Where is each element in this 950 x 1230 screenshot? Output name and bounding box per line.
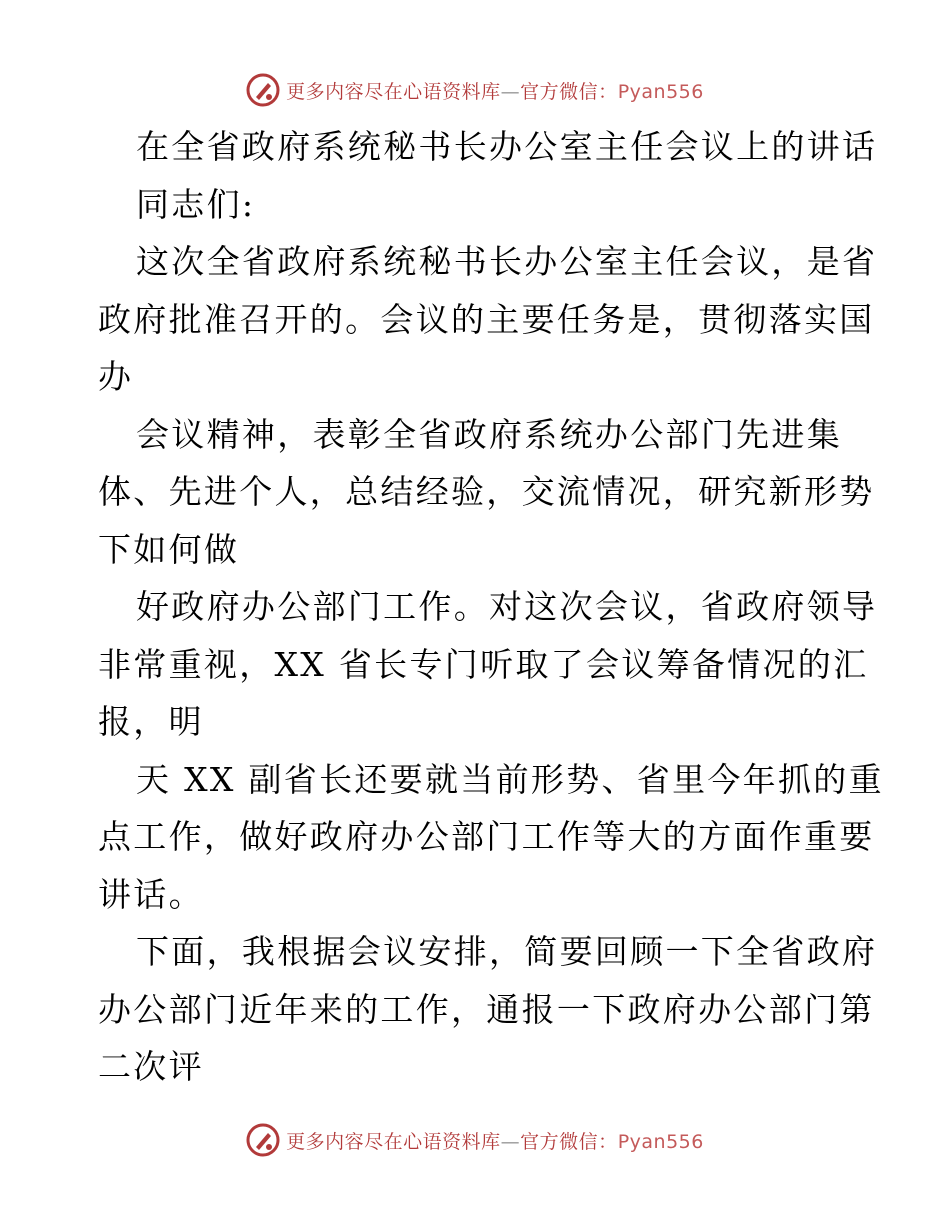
text-line: 办 xyxy=(98,357,134,396)
watermark-wechat-label: 官方微信： xyxy=(520,80,618,103)
watermark-wechat-label: 官方微信： xyxy=(520,1130,618,1153)
header-watermark xyxy=(0,70,950,110)
text-line: 会议精神，表彰全省政府系统办公部门先进集 xyxy=(136,414,842,454)
text-line: 下如何做 xyxy=(98,529,240,569)
watermark-separator: — xyxy=(500,80,521,103)
text-line: 同志们: xyxy=(136,184,256,224)
text-line: 这次全省政府系统秘书长办公室主任会议，是省 xyxy=(136,242,878,281)
text-line: 点工作，做好政府办公部门工作等大的方面作重要 xyxy=(98,817,875,856)
watermark-slogan: 更多内容尽在心语资料库 xyxy=(286,1130,501,1153)
text-line: 体、先进个人，总结经验，交流情况，研究新形势 xyxy=(98,472,875,511)
watermark-wechat-id: Pyan556 xyxy=(617,1130,704,1153)
watermark-slogan: 更多内容尽在心语资料库 xyxy=(286,80,501,103)
text-line: 办公部门近年来的工作，通报一下政府办公部门第 xyxy=(98,989,875,1029)
watermark-separator: — xyxy=(500,1130,521,1153)
seal-logo-icon xyxy=(246,73,280,107)
text-line: 好政府办公部门工作。对这次会议，省政府领导 xyxy=(136,587,878,626)
footer-watermark xyxy=(0,1120,950,1160)
seal-logo-icon xyxy=(246,1123,280,1157)
text-line: 报，明 xyxy=(98,702,204,741)
document-body xyxy=(98,118,884,1096)
text-line: 下面，我根据会议安排，简要回顾一下全省政府 xyxy=(136,932,878,971)
text-line: 非常重视，XX 省长专门听取了会议筹备情况的汇 xyxy=(98,644,869,684)
text-line: 政府批准召开的。会议的主要任务是，贯彻落实国 xyxy=(98,299,875,339)
text-line: 讲话。 xyxy=(98,874,204,914)
watermark-wechat-id: Pyan556 xyxy=(617,80,704,103)
text-line: 在全省政府系统秘书长办公室主任会议上的讲话 xyxy=(136,127,878,166)
text-line: 天 XX 副省长还要就当前形势、省里今年抓的重 xyxy=(136,759,884,799)
text-line: 二次评 xyxy=(98,1047,204,1086)
